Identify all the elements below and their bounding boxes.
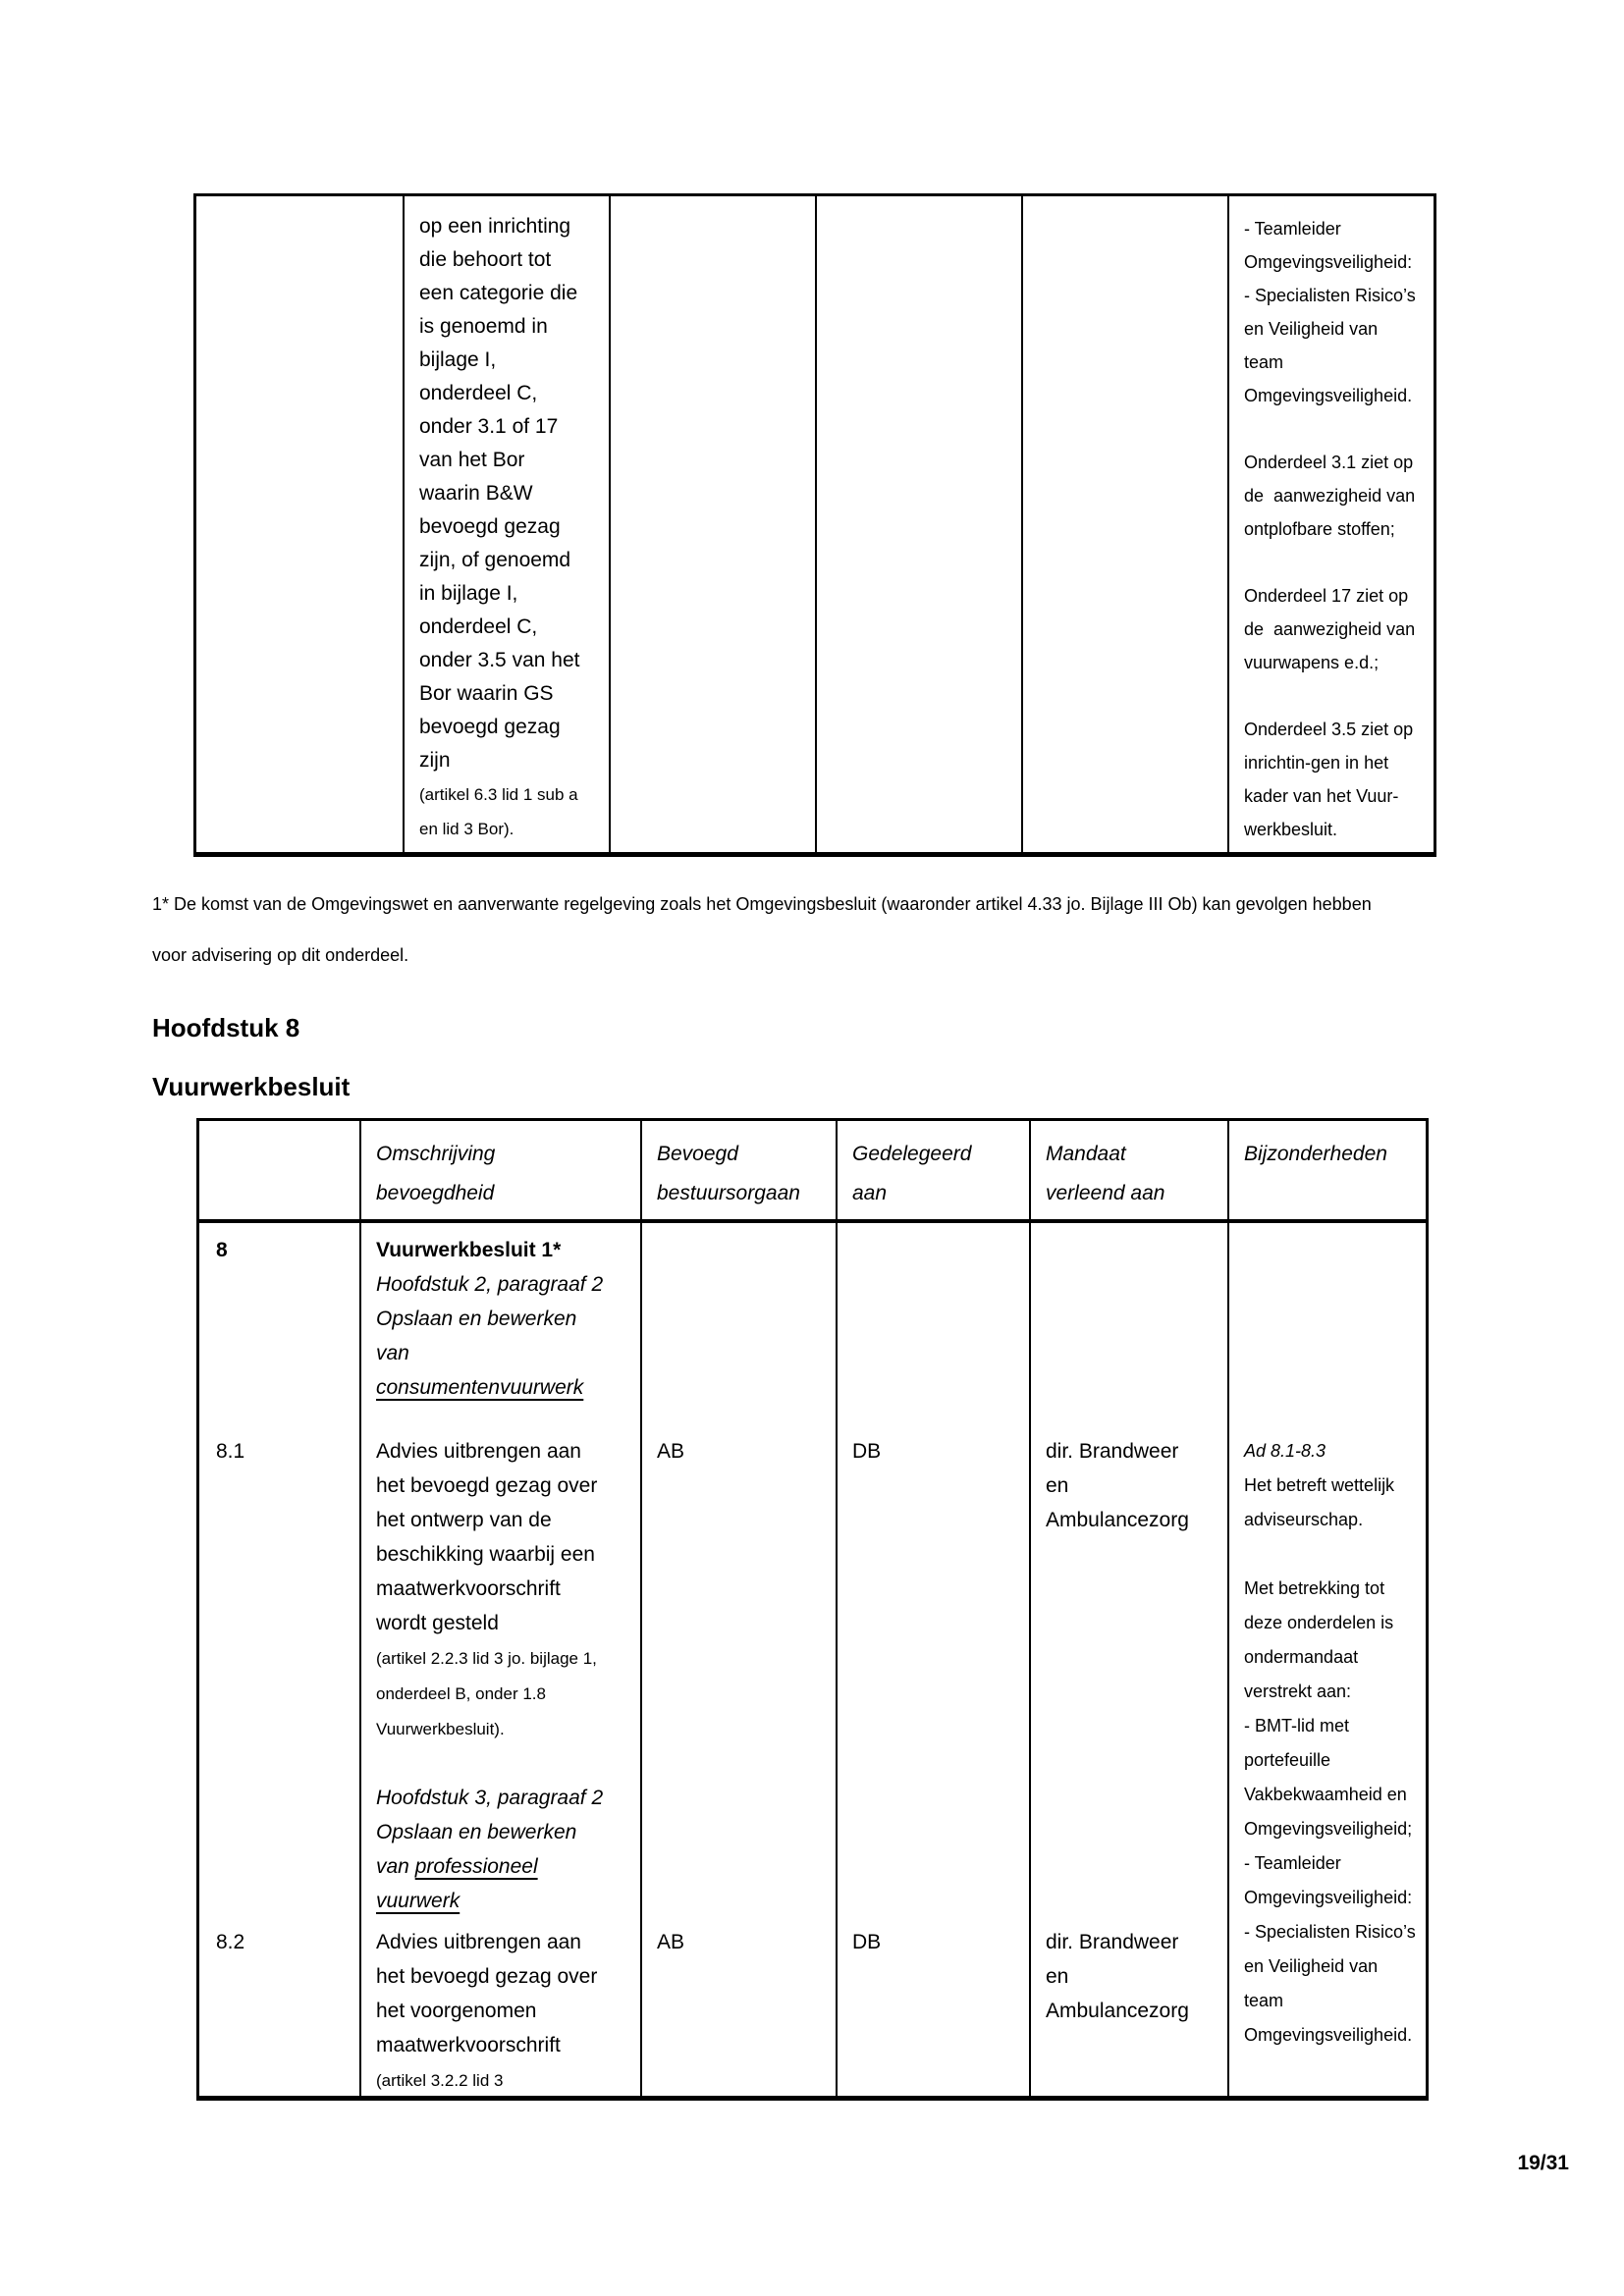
bijzonderheden-cell xyxy=(1227,1915,1426,2096)
text-line: Onderdeel 17 ziet op xyxy=(1244,586,1409,606)
bijzonderheden-cell xyxy=(1227,1223,1426,1424)
text-line: onder 3.5 van het xyxy=(419,649,580,671)
text-line: Onderdeel 3.5 ziet op xyxy=(1244,720,1414,739)
text-line: een categorie die xyxy=(419,282,578,304)
text-line: Advies uitbrengen aan xyxy=(376,1440,581,1463)
text-line: en xyxy=(1046,1474,1069,1497)
text-line: (artikel 2.2.3 lid 3 jo. bijlage 1, xyxy=(376,1649,597,1668)
text-line: Omgevingsveiligheid; xyxy=(1244,1819,1413,1839)
header-cell-empty xyxy=(199,1121,359,1219)
row-id: 8 xyxy=(216,1239,228,1261)
text-line: Onderdeel 3.1 ziet op xyxy=(1244,453,1414,472)
text-line: verstrekt aan: xyxy=(1244,1682,1352,1701)
table-header-row xyxy=(199,1121,1426,1223)
text-line: - Specialisten Risico’s xyxy=(1244,1922,1416,1942)
text-line: onder 3.1 of 17 xyxy=(419,415,559,438)
text-line: onderdeel B, onder 1.8 xyxy=(376,1684,546,1703)
text-line xyxy=(1244,546,1424,579)
text-line: Bor waarin GS xyxy=(419,682,554,705)
text-line: die behoort tot xyxy=(419,248,552,271)
text-line: Gedelegeerd xyxy=(852,1143,972,1165)
text-line: deze onderdelen is xyxy=(1244,1613,1394,1632)
text-line: en Veiligheid van xyxy=(1244,1956,1379,1976)
text-line: en xyxy=(1046,1965,1069,1988)
text-line: - Teamleider xyxy=(1244,1853,1341,1873)
text-line: Mandaat xyxy=(1046,1143,1126,1165)
text-line: dir. Brandweer xyxy=(1046,1440,1179,1463)
text-line: Omschrijving xyxy=(376,1143,496,1165)
text-line xyxy=(376,1746,632,1781)
text-line: onderdeel C, xyxy=(419,615,538,638)
text-line: Het betreft wettelijk xyxy=(1244,1475,1395,1495)
gedelegeerd-cell: DB xyxy=(836,1915,1029,2096)
text-line: Ambulancezorg xyxy=(1046,2000,1189,2022)
omschrijving-cell xyxy=(359,1223,640,1424)
text-line: wordt gesteld xyxy=(376,1612,499,1634)
authority-table xyxy=(196,1118,1429,2101)
text-line: inrichtin-gen in het xyxy=(1244,753,1389,773)
text-line: verleend aan xyxy=(1046,1182,1165,1204)
header-cell-bevoegd xyxy=(640,1121,836,1219)
text-line xyxy=(1244,412,1424,446)
text-line: Omgevingsveiligheid. xyxy=(1244,2025,1413,2045)
text-line: bevoegd gezag xyxy=(419,515,561,538)
text-line: en lid 3 Bor). xyxy=(419,820,514,838)
text-line: Opslaan en bewerken xyxy=(376,1821,577,1843)
omschrijving-cell xyxy=(359,1915,640,2096)
text-line: is genoemd in xyxy=(419,315,548,338)
text-line: - Specialisten Risico’s xyxy=(1244,286,1416,305)
text-line: het voorgenomen xyxy=(376,2000,537,2022)
text-line: Met betrekking tot xyxy=(1244,1578,1385,1598)
text-line: vuurwerk xyxy=(376,1890,460,1912)
text-line: aan xyxy=(852,1182,888,1204)
text-line: Hoofdstuk 3, paragraaf 2 xyxy=(376,1787,604,1809)
header-cell-gedelegeerd xyxy=(836,1121,1029,1219)
bevoegd-cell: AB xyxy=(640,1915,836,2096)
text-line: op een inrichting xyxy=(419,215,571,238)
text-line: het bevoegd gezag over xyxy=(376,1965,598,1988)
text-line: zijn, of genoemd xyxy=(419,549,571,571)
text-line: onderdeel C, xyxy=(419,382,538,404)
text-line: Hoofdstuk 2, paragraaf 2 xyxy=(376,1273,604,1296)
text-line: ondermandaat xyxy=(1244,1647,1359,1667)
text-line: (artikel 3.2.2 lid 3 xyxy=(376,2071,504,2090)
text-line: vuurwapens e.d.; xyxy=(1244,653,1380,672)
text-line: kader van het Vuur- xyxy=(1244,786,1399,806)
text-line: consumentenvuurwerk xyxy=(376,1376,584,1399)
table-body xyxy=(199,1223,1426,2096)
text-line: - BMT-lid met xyxy=(1244,1716,1350,1735)
text-line: bevoegdheid xyxy=(376,1182,495,1204)
text-line: en Veiligheid van xyxy=(1244,319,1379,339)
text-line: Bevoegd xyxy=(657,1143,738,1165)
text-line: Opslaan en bewerken xyxy=(376,1308,577,1330)
text-line: team xyxy=(1244,1991,1284,2010)
text-line: portefeuille xyxy=(1244,1750,1331,1770)
bevoegd-cell: AB xyxy=(640,1424,836,1915)
section-heading: Vuurwerkbesluit xyxy=(152,1072,351,1101)
text-line: adviseurschap. xyxy=(1244,1510,1364,1529)
chapter-heading: Hoofdstuk 8 xyxy=(152,1013,300,1042)
text-line: in bijlage I, xyxy=(419,582,518,605)
bevoegd-cell xyxy=(640,1223,836,1424)
text-line: het bevoegd gezag over xyxy=(376,1474,598,1497)
text-line: Bijzonderheden xyxy=(1244,1143,1387,1165)
mandaat-cell xyxy=(1029,1424,1227,1915)
header-cell-mandaat xyxy=(1029,1121,1227,1219)
header-cell-omschrijving xyxy=(359,1121,640,1219)
text-line: Vakbekwaamheid en xyxy=(1244,1785,1407,1804)
gedelegeerd-cell xyxy=(836,1223,1029,1424)
mandaat-cell xyxy=(1029,1223,1227,1424)
text-line: bestuursorgaan xyxy=(657,1182,800,1204)
table-cell-empty xyxy=(609,196,815,852)
text-line: dir. Brandweer xyxy=(1046,1931,1179,1953)
text-line: zijn xyxy=(419,749,451,772)
text-line: bijlage I, xyxy=(419,348,497,371)
text-line: Omgevingsveiligheid: xyxy=(1244,1888,1413,1907)
text-line: ontplofbare stoffen; xyxy=(1244,519,1395,539)
omschrijving-cell xyxy=(359,1424,640,1915)
header-cell-bijzonderheden xyxy=(1227,1121,1426,1219)
text-line: bevoegd gezag xyxy=(419,716,561,738)
table-cell-empty xyxy=(815,196,1021,852)
bijzonderheden-cell xyxy=(1227,1424,1426,2045)
footnote xyxy=(152,879,1546,981)
page-number: 19/31 xyxy=(1517,2152,1569,2174)
text-line: de aanwezigheid van xyxy=(1244,619,1416,639)
text-line: Ad 8.1-8.3 xyxy=(1244,1441,1326,1461)
continuation-table xyxy=(193,193,1436,857)
text-line: - Teamleider xyxy=(1244,219,1341,239)
text-line: Vuurwerkbesluit 1* xyxy=(376,1239,562,1261)
text-line: van xyxy=(376,1342,409,1364)
footnote-line: 1* De komst van de Omgevingswet en aanverwante regelgeving zoals het Omgevingsbesluit (waaronder artikel 4.33 jo. Bijlage III Ob) kan gevolgen hebben xyxy=(152,894,1372,914)
text-line: maatwerkvoorschrift xyxy=(376,2034,561,2056)
text-line: (artikel 6.3 lid 1 sub a xyxy=(419,785,578,804)
text-line: Omgevingsveiligheid: xyxy=(1244,252,1413,272)
text-line: het ontwerp van de xyxy=(376,1509,552,1531)
gedelegeerd-cell: DB xyxy=(836,1424,1029,1915)
text-line xyxy=(1244,1537,1418,1572)
table-cell-empty xyxy=(196,196,403,852)
text-line: de aanwezigheid van xyxy=(1244,486,1416,506)
text-line: waarin B&W xyxy=(419,482,533,505)
text-line: Ambulancezorg xyxy=(1046,1509,1189,1531)
omschrijving-cell xyxy=(403,196,609,852)
text-line: beschikking waarbij een xyxy=(376,1543,595,1566)
text-line: werkbesluit. xyxy=(1244,820,1338,839)
table-cell-empty xyxy=(1021,196,1227,852)
text-line: Advies uitbrengen aan xyxy=(376,1931,581,1953)
row-id: 8.1 xyxy=(216,1440,245,1463)
text-line: team xyxy=(1244,352,1284,372)
text-line: van het Bor xyxy=(419,449,525,471)
text-line: Omgevingsveiligheid. xyxy=(1244,386,1413,405)
text-line: van professioneel xyxy=(376,1855,538,1878)
bijzonderheden-cell xyxy=(1227,196,1434,852)
footnote-line: voor advisering op dit onderdeel. xyxy=(152,945,409,965)
mandaat-cell xyxy=(1029,1915,1227,2096)
text-line xyxy=(1244,679,1424,713)
text-line: maatwerkvoorschrift xyxy=(376,1577,561,1600)
text-line: Vuurwerkbesluit). xyxy=(376,1720,505,1738)
row-id: 8.2 xyxy=(216,1931,245,1953)
